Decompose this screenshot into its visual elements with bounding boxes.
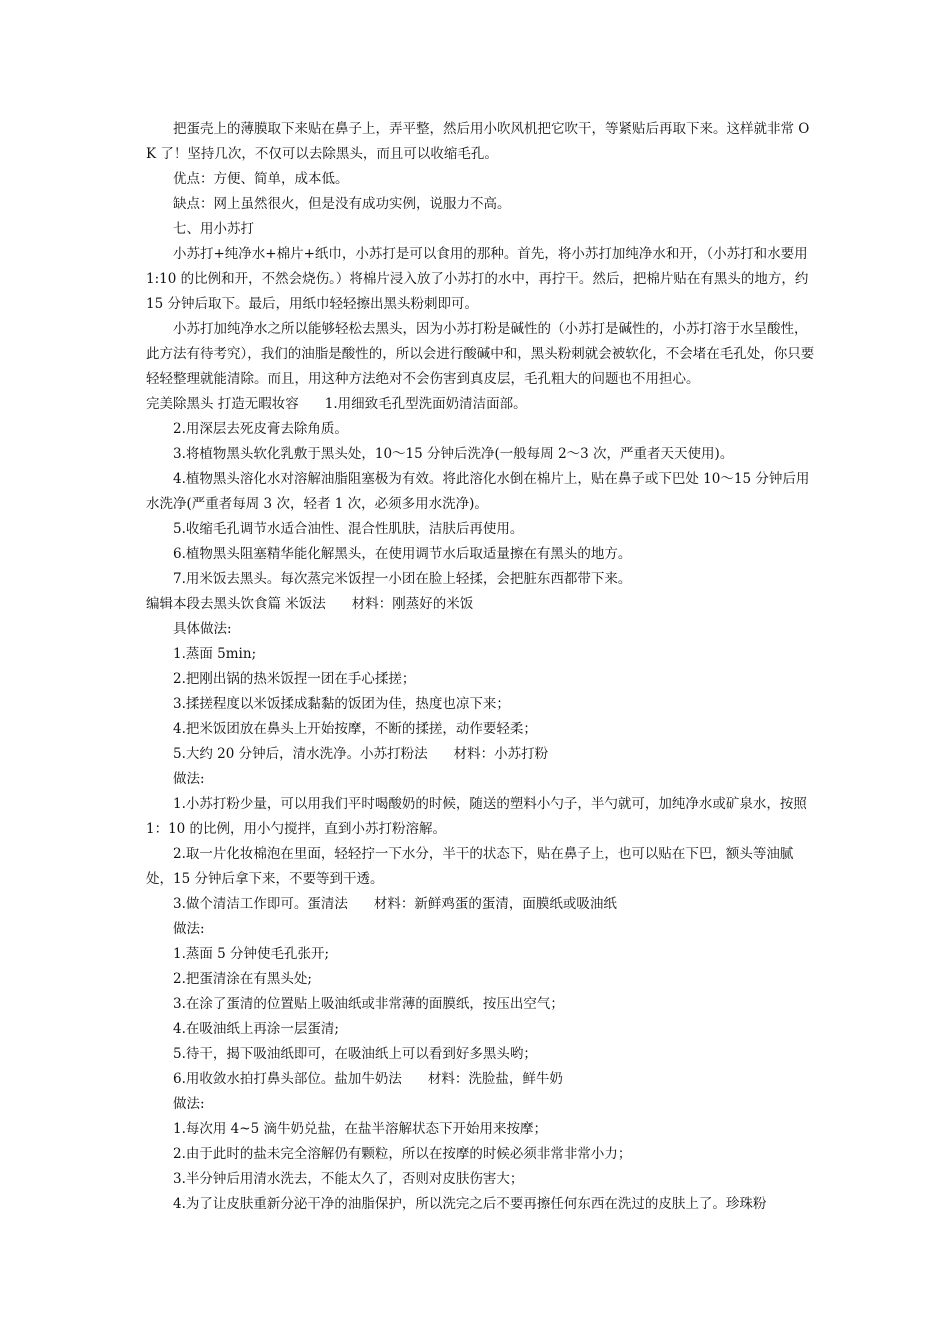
paragraph-tail: 材料：洗脸盐，鲜牛奶 xyxy=(427,1071,563,1087)
paragraph: 做法: xyxy=(173,921,205,937)
paragraph xyxy=(146,892,816,917)
paragraph xyxy=(146,1067,816,1092)
paragraph: 做法: xyxy=(173,771,205,787)
paragraph-tail: 材料：新鲜鸡蛋的蛋清，面膜纸或吸油纸 xyxy=(373,896,617,912)
paragraph: 7.用米饭去黑头。每次蒸完米饭捏一小团在脸上轻揉，会把脏东西都带下来。 xyxy=(173,571,632,587)
paragraph: 做法: xyxy=(173,1096,205,1112)
paragraph: 4.植物黑头溶化水对溶解油脂阻塞极为有效。将此溶化水倒在棉片上，贴在鼻子或下巴处 10～15 分钟后用水洗净(严重者每周 3 次，轻者 1 次，必须多用水洗净)。 xyxy=(146,471,810,512)
paragraph: 4.为了让皮肤重新分泌干净的油脂保护，所以洗完之后不要再擦任何东西在洗过的皮肤上了。珍珠粉 xyxy=(173,1196,767,1212)
paragraph: 1.蒸面 5 分钟使毛孔张开; xyxy=(173,946,330,962)
paragraph: 1.小苏打粉少量，可以用我们平时喝酸奶的时候，随送的塑料小勺子，半勺就可，加纯净水或矿泉水，按照 1：10 的比例，用小勺搅拌，直到小苏打粉溶解。 xyxy=(146,796,807,837)
paragraph-text: 5.大约 20 分钟后，清水洗净。小苏打粉法 xyxy=(173,746,428,762)
paragraph: 6.植物黑头阻塞精华能化解黑头，在使用调节水后取适量擦在有黑头的地方。 xyxy=(173,546,632,562)
section-heading: 七、用小苏打 xyxy=(173,221,254,237)
paragraph: 优点：方便、简单，成本低。 xyxy=(173,171,349,187)
paragraph: 1.蒸面 5min; xyxy=(173,646,257,662)
inline-heading: 完美除黑头 打造无暇妆容 xyxy=(146,396,299,412)
paragraph xyxy=(146,392,816,417)
paragraph: 2.由于此时的盐未完全溶解仍有颗粒，所以在按摩的时候必须非常非常小力； xyxy=(173,1146,632,1162)
paragraph: 2.把蛋清涂在有黑头处; xyxy=(173,971,312,987)
paragraph: 5.待干，揭下吸油纸即可，在吸油纸上可以看到好多黑头哟； xyxy=(173,1046,537,1062)
document-body xyxy=(146,117,816,1217)
paragraph-text: 3.做个清洁工作即可。蛋清法 xyxy=(173,896,348,912)
paragraph xyxy=(146,592,816,617)
paragraph: 1.每次用 4~5 滴牛奶兑盐，在盐半溶解状态下开始用来按摩； xyxy=(173,1121,547,1137)
paragraph: 小苏打加纯净水之所以能够轻松去黑头，因为小苏打粉是碱性的（小苏打是碱性的，小苏打溶于水呈酸性，此方法有待考究），我们的油脂是酸性的，所以会进行酸碱中和，黑头粉刺就会被软化，不会堵在毛孔处，你只要轻轻整理就能清除。而且，用这种方法绝对不会伤害到真皮层，毛孔粗大的问题也不用担心。 xyxy=(146,321,815,387)
paragraph-text: 6.用收敛水拍打鼻头部位。盐加牛奶法 xyxy=(173,1071,402,1087)
paragraph: 把蛋壳上的薄膜取下来贴在鼻子上，弄平整，然后用小吹风机把它吹干，等紧贴后再取下来。这样就非常 OK 了！坚持几次，不仅可以去除黑头，而且可以收缩毛孔。 xyxy=(146,121,810,162)
inline-heading: 编辑本段去黑头饮食篇 米饭法 xyxy=(146,596,326,612)
paragraph: 4.在吸油纸上再涂一层蛋清; xyxy=(173,1021,339,1037)
paragraph: 3.揉搓程度以米饭揉成黏黏的饭团为佳，热度也凉下来； xyxy=(173,696,510,712)
paragraph: 5.收缩毛孔调节水适合油性、混合性肌肤，洁肤后再使用。 xyxy=(173,521,524,537)
paragraph: 3.半分钟后用清水洗去，不能太久了，否则对皮肤伤害大； xyxy=(173,1171,524,1187)
paragraph-tail: 材料：小苏打粉 xyxy=(453,746,549,762)
paragraph: 2.取一片化妆棉泡在里面，轻轻拧一下水分，半干的状态下，贴在鼻子上，也可以贴在下巴，额头等油腻处，15 分钟后拿下来，不要等到干透。 xyxy=(146,846,794,887)
paragraph: 2.用深层去死皮膏去除角质。 xyxy=(173,421,348,437)
paragraph: 小苏打+纯净水+棉片+纸巾，小苏打是可以食用的那种。首先，将小苏打加纯净水和开，（小苏打和水要用 1:10 的比例和开，不然会烧伤。）将棉片浸入放了小苏打的水中，再拧干。然后，把棉片贴在有黑头的地方，约 15 分钟后取下。最后，用纸巾轻轻擦出黑头粉刺即可。 xyxy=(146,246,809,312)
paragraph: 3.在涂了蛋清的位置贴上吸油纸或非常薄的面膜纸，按压出空气； xyxy=(173,996,564,1012)
paragraph: 具体做法: xyxy=(173,621,232,637)
paragraph xyxy=(146,742,816,767)
paragraph-tail: 材料：刚蒸好的米饭 xyxy=(351,596,474,612)
paragraph: 2.把刚出锅的热米饭捏一团在手心揉搓； xyxy=(173,671,416,687)
paragraph: 3.将植物黑头软化乳敷于黑头处，10～15 分钟后洗净(一般每周 2～3 次，严重者天天使用)。 xyxy=(173,446,734,462)
paragraph: 4.把米饭团放在鼻头上开始按摩，不断的揉搓，动作要轻柔； xyxy=(173,721,537,737)
paragraph-tail: 1.用细致毛孔型洗面奶清洁面部。 xyxy=(324,396,527,412)
paragraph: 缺点：网上虽然很火，但是没有成功实例，说服力不高。 xyxy=(173,196,511,212)
